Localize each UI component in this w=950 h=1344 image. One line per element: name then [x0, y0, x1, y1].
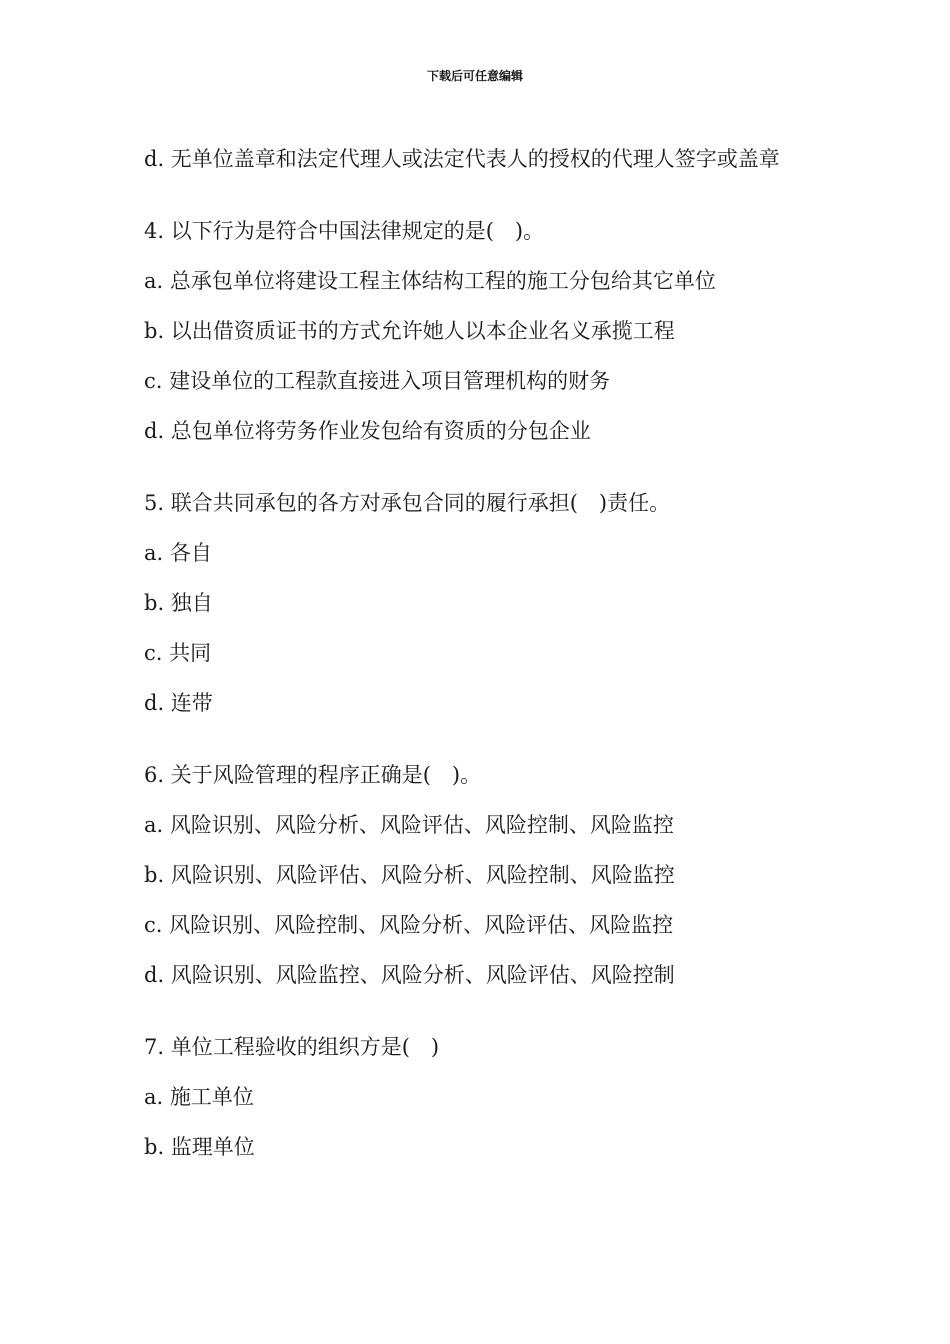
option-a: a. 各自	[144, 541, 212, 565]
question-stem: 6. 关于风险管理的程序正确是( )。	[144, 763, 482, 787]
option-a: a. 风险识别、风险分析、风险评估、风险控制、风险监控	[144, 813, 674, 837]
question-7	[144, 1022, 824, 1172]
question-4	[144, 206, 824, 456]
option-b: b. 风险识别、风险评估、风险分析、风险控制、风险监控	[144, 863, 675, 887]
document-body	[144, 134, 824, 1172]
continued-option: d. 无单位盖章和法定代理人或法定代表人的授权的代理人签字或盖章	[144, 147, 780, 171]
option-b: b. 独自	[144, 591, 213, 615]
option-b: b. 以出借资质证书的方式允许她人以本企业名义承揽工程	[144, 319, 675, 343]
option-d: d. 连带	[144, 691, 213, 715]
page-header: 下载后可任意编辑	[426, 69, 523, 83]
option-d: d. 总包单位将劳务作业发包给有资质的分包企业	[144, 419, 591, 443]
question-5	[144, 478, 824, 728]
option-c: c. 建设单位的工程款直接进入项目管理机构的财务	[144, 369, 611, 393]
option-c: c. 风险识别、风险控制、风险分析、风险评估、风险监控	[144, 913, 674, 937]
question-stem: 5. 联合共同承包的各方对承包合同的履行承担( )责任。	[144, 491, 671, 515]
option-d: d. 风险识别、风险监控、风险分析、风险评估、风险控制	[144, 963, 675, 987]
option-a: a. 总承包单位将建设工程主体结构工程的施工分包给其它单位	[144, 269, 716, 293]
question-6	[144, 750, 824, 1000]
question-stem: 4. 以下行为是符合中国法律规定的是( )。	[144, 219, 545, 243]
option-a: a. 施工单位	[144, 1085, 254, 1109]
question-stem: 7. 单位工程验收的组织方是( )	[144, 1035, 440, 1059]
option-b: b. 监理单位	[144, 1135, 255, 1159]
option-c: c. 共同	[144, 641, 212, 665]
